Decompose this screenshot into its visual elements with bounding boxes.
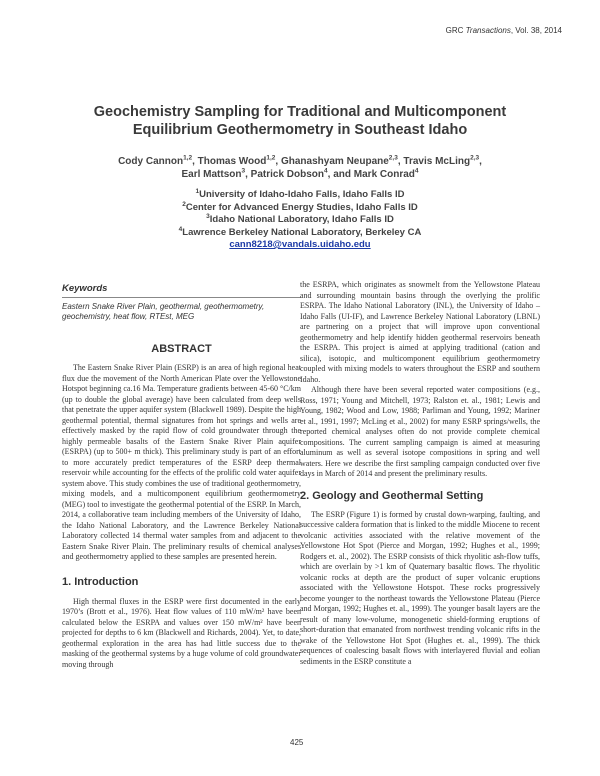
geology-paragraph: The ESRP (Figure 1) is formed by crustal down-warping, faulting, and successive caldera formation that is linked to the middle Miocene to recent volcanic activities associated with the relative movement of the Yellowstone Hot Spot (Pierce and Morgan, 1992; Hughes et al., 1999; Rodgers et. al., 2002). The ESRP consists of thick rhyolitic ash-flow tuffs, which are overlain by >1 km of Quaternary basaltic flows. The rhyolitic volcanic rocks at depth are the product of super volcanic eruptions associated with the Yellowstone Hotspot. These rocks progressively become younger to the northeast towards the Yellowstone Plateau (Pierce and Morgan, 1992; Hughes et. al., 1999). The younger basalt layers are the result of many low-volume, monogenetic shield-forming eruptions of short-duration that emanated from northwest trending volcanic rifts in the wake of the Yellowstone Hot Spot (Hughes et. al., 1999). The thick sequences of coalescing basalt flows with interlayered fluvial and eolian sediments in the ESRP constitute a: [300, 509, 540, 666]
email-link[interactable]: cann8218@vandals.uidaho.edu: [229, 239, 371, 250]
left-column: [62, 283, 301, 670]
geology-heading: 2. Geology and Geothermal Setting: [300, 489, 484, 502]
intro-heading: 1. Introduction: [62, 575, 139, 588]
affiliation: $^1$University of Idaho-Idaho Falls, Idaho Falls ID: [195, 187, 405, 200]
abstract-text: The Eastern Snake River Plain (ESRP) is an area of high regional heat flux due the movement of the North American Plate over the Yellowstone Hotspot beginning ca.16 Ma. Temperature gradients between 45-60 °C/km (up to double the global average) have been calculated from deep wells that penetrate the upper aquifer system (Blackwell 1989). Despite the high geothermal potential, thermal signatures from hot springs and wells are effectively masked by the rapid flow of cold groundwater through the highly permeable basalts of the Eastern Snake River Plain aquifer (ESRPA) (up to 500+ m thick). This preliminary study is part of an effort to more accurately predict temperatures of the ESRP deep thermal reservoir while accounting for the effects of the prolific cold water aquifer system above. This study combines the use of traditional geothermometry, mixing models, and a multicomponent equilibrium geothermometry (MEG) tool to investigate the geothermal potential of the ESRP. In March, 2014, a collaborative team including members of the University of Idaho, the Idaho National Laboratory, and the Lawrence Berkeley National Laboratory collected 14 thermal water samples from and adjacent to the Eastern Snake River Plain. The preliminary results of chemical analyses and geothermometry applied to these samples are presented herein.: [62, 363, 301, 561]
abstract-heading: ABSTRACT: [151, 343, 212, 355]
author: Ghanashyam Neupane: [280, 156, 389, 167]
right-column: [300, 280, 540, 667]
affiliation-list: [60, 189, 540, 252]
affiliation: $^3$Idaho National Laboratory, Idaho Falls ID: [206, 212, 394, 225]
author: Mark Conrad: [353, 169, 415, 180]
author: Cody Cannon: [118, 156, 184, 167]
paper-title: Geochemistry Sampling for Traditional and Multicomponent Equilibrium Geothermometry in Southeast Idaho: [93, 104, 507, 138]
author: Travis McLing: [403, 156, 471, 167]
running-head: GRC Transactions, Vol. 38, 2014: [445, 26, 562, 35]
keywords-divider: [62, 297, 301, 298]
author: Earl Mattson: [181, 169, 242, 180]
paper-header: [60, 103, 540, 252]
intro-paragraph: High thermal fluxes in the ESRP were first documented in the early 1970’s (Brott et al., 1976). Heat flow values of 110 mW/m² have been calculated below the ESRPA and values over 150 mW/m² have been projected for depths to 6 km (Blackwell and Richards, 2004). Yet, to date, geothermal exploration in the area has had little success due to the masking of the geothermal systems by a huge volume of cold groundwater moving through: [62, 596, 301, 669]
keywords-heading: Keywords: [62, 283, 108, 294]
author-list: Cody Cannon$^{1,2}$, Thomas Wood$^{1,2}$, Ghanashyam Neupane$^{2,3}$, Travis McLing$^{2,3}$, Earl Mattson$^3$, Patrick Dobson$^4$, and Mark Conrad$^4$: [118, 154, 482, 180]
intro-paragraph-continued: the ESRPA, which originates as snowmelt from the Yellowstone Plateau and surrounding mountain basins through the overlying the prolific ESRPA. The Idaho National Laboratory (INL), the University of Idaho – Idaho Falls (UI-IF), and Lawrence Berkeley National Laboratory (LBNL) are partnering on a project that will improve upon conventional geothermometry and help identify hidden geothermal reservoirs beneath the ESRPA. This project is aimed at applying traditional (cation and silica), isotopic, and multicomponent equilibrium geothermometry coupled with mixing models to waters throughout the ESRP and southern Idaho.: [300, 280, 540, 384]
affiliation: $^4$Lawrence Berkeley National Laboratory, Berkeley CA: [178, 225, 422, 238]
affiliation: $^2$Center for Advanced Energy Studies, Idaho Falls ID: [182, 200, 418, 213]
author: Patrick Dobson: [250, 169, 325, 180]
author: Thomas Wood: [197, 156, 267, 167]
page-number: 425: [290, 738, 304, 747]
intro-paragraph: Although there have been several reported water compositions (e.g., Ross, 1971; Young and Mitchell, 1973; Ralston et. al., 1981; Lewis and Young, 1982; Wood and Low, 1988; Parliman and Young, 1992; Mariner et al., 1991, 1997; McLing et al., 2002) for many ESRP springs/wells, the reported chemical analyses often do not provide complete chemical compositions. The current sampling campaign is aimed at measuring aluminum as well as several isotope compositions in spring and well waters. Here we describe the first sampling campaign conducted over five days in March of 2014 and present the preliminary results.: [300, 385, 540, 478]
keywords-text: Eastern Snake River Plain, geothermal, geothermometry, geochemistry, heat flow, RTEst, MEG: [62, 302, 265, 321]
